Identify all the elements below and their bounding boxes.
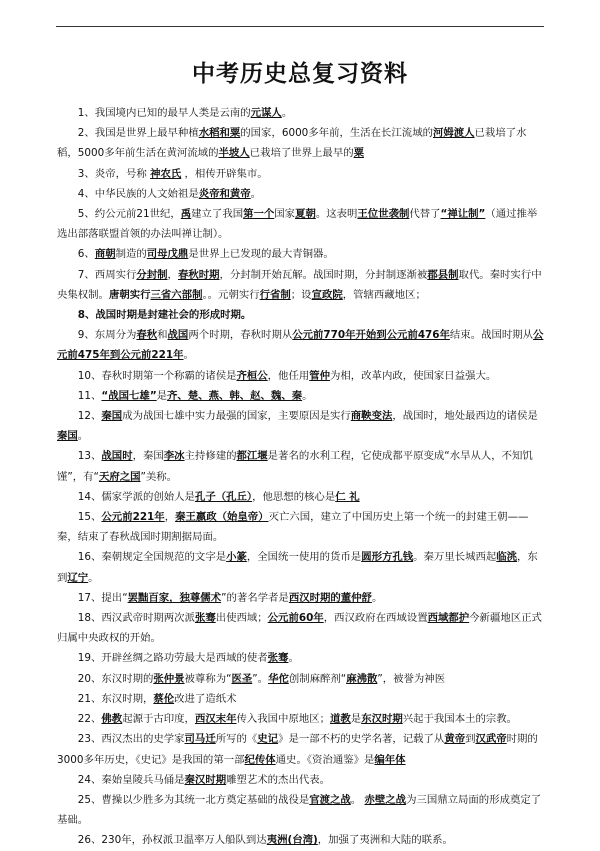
key-term: 孔子（孔丘） [194,490,253,503]
key-term: 粟 [353,147,364,160]
list-item [57,164,547,184]
key-term: 罢黜百家，独尊儒术 [127,591,222,604]
item-text: 起源于古印度， [122,713,195,726]
item-text: 。。元朝实行 [202,288,260,301]
item-text: 25、曹操以少胜多为其统一北方奠定基础的战役是 [77,793,310,806]
item-text: 是著名的水利工程，它使成都平原变成“水旱从人，不知饥馑”，有“ [57,450,533,483]
key-term: 张骞 [194,612,216,625]
key-term: 赤壁之战 [364,793,407,806]
item-text: ”美称。 [140,470,178,483]
item-text: 为三国鼎立局面的形成奠定了基础。 [57,793,542,827]
item-text: ，东到 [57,551,538,584]
key-term: 元谋人 [250,107,282,119]
item-text: 是 [156,389,168,402]
key-term: 秦国 [101,410,123,423]
item-text: 。 [371,591,383,604]
item-text: 代替了 [409,208,441,221]
item-text: 已栽培了水稻，5000多年前生活在黄河流域的 [57,127,527,160]
item-text: 13、 [77,450,102,463]
key-term: 公元前770年开始到公元前476年 [292,329,450,342]
key-term: 圆形方孔钱 [361,551,414,564]
item-text: 被尊称为“ [184,672,232,685]
item-text: 雕塑艺术的杰出代表。 [226,773,331,786]
key-term: 仁 礼 [335,490,360,503]
item-text: 制造的 [115,248,147,261]
key-term: 汉武帝 [475,733,507,746]
key-term: 蔡伦 [153,692,175,705]
item-text: 时期的3000多年历史，《史记》是我国的第一部 [57,733,538,766]
key-term: 第一个 [243,208,275,221]
list-item [57,406,547,446]
list-item [57,729,547,769]
key-term: 官渡之战 [309,793,351,806]
key-term: 夷洲(台湾) [266,834,318,847]
list-item [57,709,547,729]
list-item [57,123,547,163]
key-term: 编年体 [374,753,406,766]
item-text: 1、我国境内已知的最早人类是云南的 [77,107,251,119]
item-text: 10、春秋时期第一个称霸的诸侯是 [77,369,237,382]
item-text: 为相，改革内政，使国家日益强大。 [330,369,497,382]
item-text: 7、西周实行 [77,268,137,281]
item-text: 改进了造纸术 [174,692,237,705]
item-text: 建立了我国 [191,208,244,221]
key-term: 秦汉时期 [184,773,227,786]
item-text: 主持修建的 [184,450,237,463]
key-term: “禅让制” [440,208,486,221]
item-text: 18、西汉武帝时期两次派 [77,612,195,625]
item-text: 取代。秦时实行中央集权制。 [57,268,542,301]
item-text: ，分封制开始瓦解。战国时期，分封制逐渐被 [219,268,428,281]
item-text: 。 [302,389,313,402]
item-text: 。 [183,349,194,362]
item-text: 灭亡六国，建立了中国历史上第一个统一的封建王朝——秦，结束了春秋战国时期割据局面。 [57,511,529,544]
item-text: 17、提出“ [77,591,128,604]
item-text: 。这表明 [315,208,358,221]
list-item [57,244,547,264]
item-text: 22、 [77,713,102,726]
item-text: 兴起于我国本土的宗教。 [402,713,518,726]
item-text: ， [167,268,178,281]
list-item [57,305,547,325]
item-text: 是世界上已发现的最大青铜器。 [188,248,334,261]
key-term: 水稻和粟 [198,127,241,140]
key-term: 公元前475年到公元前221年 [57,329,544,362]
item-text: 。 [88,571,99,584]
list-item [57,547,547,587]
list-item [57,204,547,244]
item-text: 24、秦始皇陵兵马俑是 [77,773,185,786]
key-term: 医圣 [231,672,253,685]
top-rule [56,26,544,27]
key-term: 公元前221年 [101,511,165,524]
key-term: 半坡人 [218,147,250,160]
key-term: 三省六部制 [150,288,203,301]
key-term: 秦国 [57,430,78,443]
item-text: 20、东汉时期的 [77,672,154,685]
item-text: 传入我国中原地区； [236,713,331,726]
key-term: 司母戊鼎 [146,248,189,261]
key-term: 华佗 [268,672,289,685]
list-item [57,648,547,668]
document-body [57,103,547,851]
page-title: 中考历史总复习资料 [192,61,408,87]
key-term: 夏朝 [295,208,316,221]
item-text: 5、约公元前21世纪， [77,208,181,221]
key-term: 齐桓公 [236,369,268,382]
item-text: ”，被誉为神医 [377,672,446,685]
key-term: 商朝 [94,248,116,261]
item-text: 2、我国是世界上最早种植 [77,127,199,140]
key-term: 东汉时期 [361,713,403,726]
item-text: ，管辖西藏地区； [342,288,426,301]
item-text: 出使西域； [215,612,268,625]
key-term: 司马迁 [184,733,216,746]
key-term: 公元前60年 [267,612,324,625]
item-text: 今新疆地区正式归属中央政权的开始。 [57,612,542,645]
item-text: （通过推举选出部落联盟首领的办法叫禅让制）。 [57,208,538,241]
item-text: 6、 [77,248,95,261]
list-item [57,588,547,608]
list-item [57,507,547,547]
item-text: 是 [350,713,362,726]
item-text: ，秦国 [132,450,164,463]
key-term: 战国时 [101,450,133,463]
key-term: 王位世袭制 [357,208,410,221]
key-term: 秦王嬴政（始皇帝） [175,511,269,524]
item-text: 的国家，6000多年前，生活在长江流域的 [240,127,433,140]
key-term: 郡县制 [427,268,459,281]
item-text: ”的著名学者是 [221,591,289,604]
item-text: 15、 [77,511,102,524]
list-item [57,103,547,123]
item-text: ， [164,511,176,524]
key-term: 行省制 [259,288,291,301]
item-text: 所写的《 [215,733,258,746]
key-term: 禹 [180,208,192,221]
key-term: 张骞 [267,652,289,665]
list-item [57,487,547,507]
item-text: 到 [465,733,476,746]
key-term: 李冰 [163,450,185,463]
key-term: 管仲 [309,369,331,382]
key-term: 宣政院 [311,288,343,301]
item-text: 4、中华民族的人文始祖是 [77,187,199,200]
key-term: 辽宁 [67,571,89,584]
key-term: 河姆渡人 [432,127,475,140]
key-term: 西汉末年 [194,713,237,726]
item-text: 。 [281,107,293,119]
key-term: 春秋 [136,329,158,342]
item-text: 19、开辟丝绸之路功劳最大是西域的使者 [77,652,268,665]
item-text: 。 [288,652,299,665]
item-text: 通史。《资治通鉴》是 [275,753,375,766]
list-item [57,446,547,486]
list-item [57,366,547,386]
list-item [57,689,547,709]
item-text: 已栽培了世界上最早的 [249,147,354,160]
item-text: 。 [77,430,89,443]
item-text: 21、东汉时期， [77,692,154,705]
key-term: 神农氏 [150,167,182,180]
key-term: 张仲景 [153,672,185,685]
bold-text: 唐朝实行 [108,288,151,301]
key-term: 小篆 [226,551,247,564]
item-text: ，西汉政府在西域设置 [323,612,428,625]
key-term: 天府之国 [98,470,141,483]
item-text: 3、炎帝，号称 [77,167,151,180]
key-term: 商鞅变法 [350,410,393,423]
item-text: ，战国时，地处最西边的诸侯是 [392,410,538,423]
item-text: ，全国统一使用的货币是 [246,551,362,564]
item-text: 》是一部不朽的史学名著，记载了从 [278,733,445,746]
item-text: ，相传开辟集市。 [181,167,268,180]
list-item [57,184,547,204]
list-item [57,770,547,790]
item-text: ，加强了夷洲和大陆的联系。 [317,834,453,847]
item-text: 国家 [274,208,296,221]
item-text: 成为战国七雄中实力最强的国家，主要原因是实行 [122,410,351,423]
key-term: 战国 [167,329,189,342]
key-term: 史记 [257,733,279,746]
key-term: 炎帝和黄帝 [198,187,251,200]
list-item [57,830,547,850]
item-text: 。秦万里长城西起 [413,551,497,564]
list-item [57,669,547,689]
key-term: 都江堰 [236,450,268,463]
key-term: 齐、楚、燕、韩、赵、魏、秦 [167,389,303,402]
key-term: 西域都护 [427,612,470,625]
list-item [57,325,547,365]
item-text: ”。 [252,672,269,685]
list-item [57,608,547,648]
item-text: ；设 [290,288,312,301]
key-term: 春秋时期 [177,268,220,281]
key-term: 西汉时期的董仲舒 [288,591,372,604]
item-text: ，他任用 [267,369,310,382]
key-term: “战国七雄” [101,389,157,402]
bold-text: 8、战国时期是封建社会的形成时期。 [77,309,252,322]
key-term: 道教 [330,713,351,726]
item-text: 。 [250,187,262,200]
item-text: 结束。战国时期从 [449,329,534,342]
list-item [57,790,547,830]
item-text: 14、儒家学派的创始人是 [77,490,195,503]
list-item [57,265,547,305]
item-text: 12、 [77,410,102,423]
item-text: 。 [350,793,365,806]
key-term: 麻沸散 [346,672,378,685]
key-term: 分封制 [136,268,168,281]
item-text: 11、 [77,389,102,402]
item-text: 26、230年，孙权派卫温率万人船队到达 [77,834,267,847]
item-text: 9、东周分为 [77,329,137,342]
item-text: 创制麻醉剂“ [288,672,347,685]
key-term: 佛教 [101,713,123,726]
item-text: 和 [157,329,168,342]
key-term: 临洮 [496,551,518,564]
item-text: 16、秦朝规定全国规范的文字是 [77,551,227,564]
key-term: 黄帝 [444,733,466,746]
item-text: ，他思想的核心是 [252,490,336,503]
item-text: 23、西汉杰出的史学家 [77,733,185,746]
list-item [57,386,547,406]
key-term: 纪传体 [244,753,276,766]
item-text: 两个时期，春秋时期从 [188,329,293,342]
